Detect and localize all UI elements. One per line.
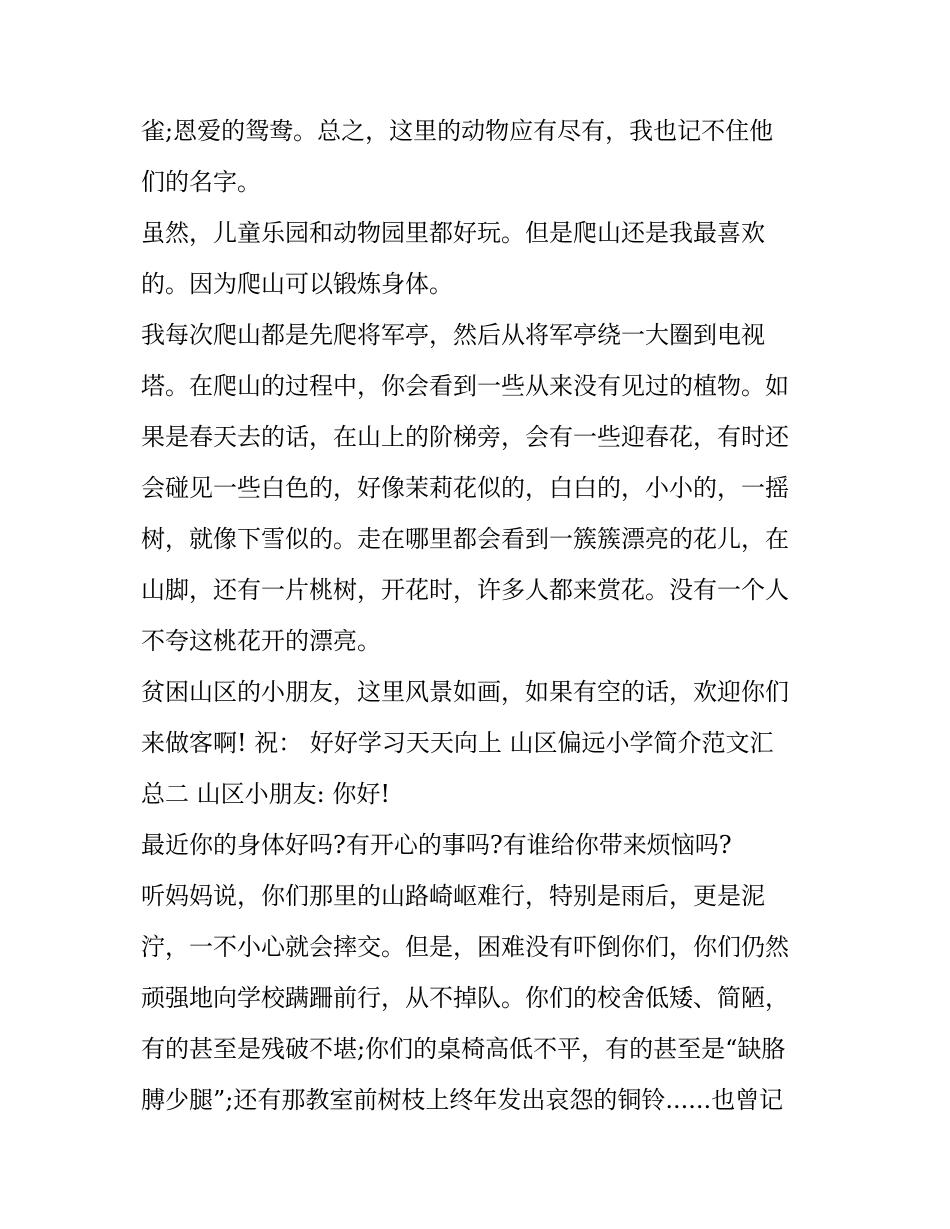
text-line: 听妈妈说，你们那里的山路崎岖难行，特别是雨后，更是泥	[141, 882, 765, 910]
text-line: 贫困山区的小朋友，这里风景如画，如果有空的话，欢迎你们	[141, 678, 789, 706]
text-line: 山脚，还有一片桃树，开花时，许多人都来赏花。没有一个人	[141, 576, 789, 604]
text-line: 总二 山区小朋友: 你好!	[141, 780, 390, 808]
text-line: 最近你的身体好吗?有开心的事吗?有谁给你带来烦恼吗?	[141, 831, 732, 859]
text-line: 有的甚至是残破不堪;你们的桌椅高低不平，有的甚至是“缺胳	[141, 1035, 786, 1063]
text-line: 果是春天去的话，在山上的阶梯旁，会有一些迎春花，有时还	[141, 423, 789, 451]
text-line: 虽然，儿童乐园和动物园里都好玩。但是爬山还是我最喜欢	[141, 219, 765, 247]
text-line: 塔。在爬山的过程中，你会看到一些从来没有见过的植物。如	[141, 372, 789, 400]
text-line: 树，就像下雪似的。走在哪里都会看到一簇簇漂亮的花儿，在	[141, 525, 789, 553]
text-line: 我每次爬山都是先爬将军亭，然后从将军亭绕一大圈到电视	[141, 321, 765, 349]
text-line: 来做客啊! 祝： 好好学习天天向上 山区偏远小学简介范文汇	[141, 729, 774, 757]
text-line: 泞，一不小心就会摔交。但是，困难没有吓倒你们，你们仍然	[141, 933, 789, 961]
text-line: 会碰见一些白色的，好像茉莉花似的，白白的，小小的，一摇	[141, 474, 789, 502]
text-line: 不夸这桃花开的漂亮。	[141, 627, 381, 655]
text-line: 膊少腿”;还有那教室前树枝上终年发出哀怨的铜铃......也曾记	[141, 1086, 784, 1114]
text-line: 雀;恩爱的鸳鸯。总之，这里的动物应有尽有，我也记不住他	[141, 117, 774, 145]
document-text-body	[141, 106, 821, 1126]
text-line: 顽强地向学校蹒跚前行，从不掉队。你们的校舍低矮、简陋，	[141, 984, 789, 1012]
text-line: 们的名字。	[141, 168, 261, 196]
text-line: 的。因为爬山可以锻炼身体。	[141, 270, 453, 298]
